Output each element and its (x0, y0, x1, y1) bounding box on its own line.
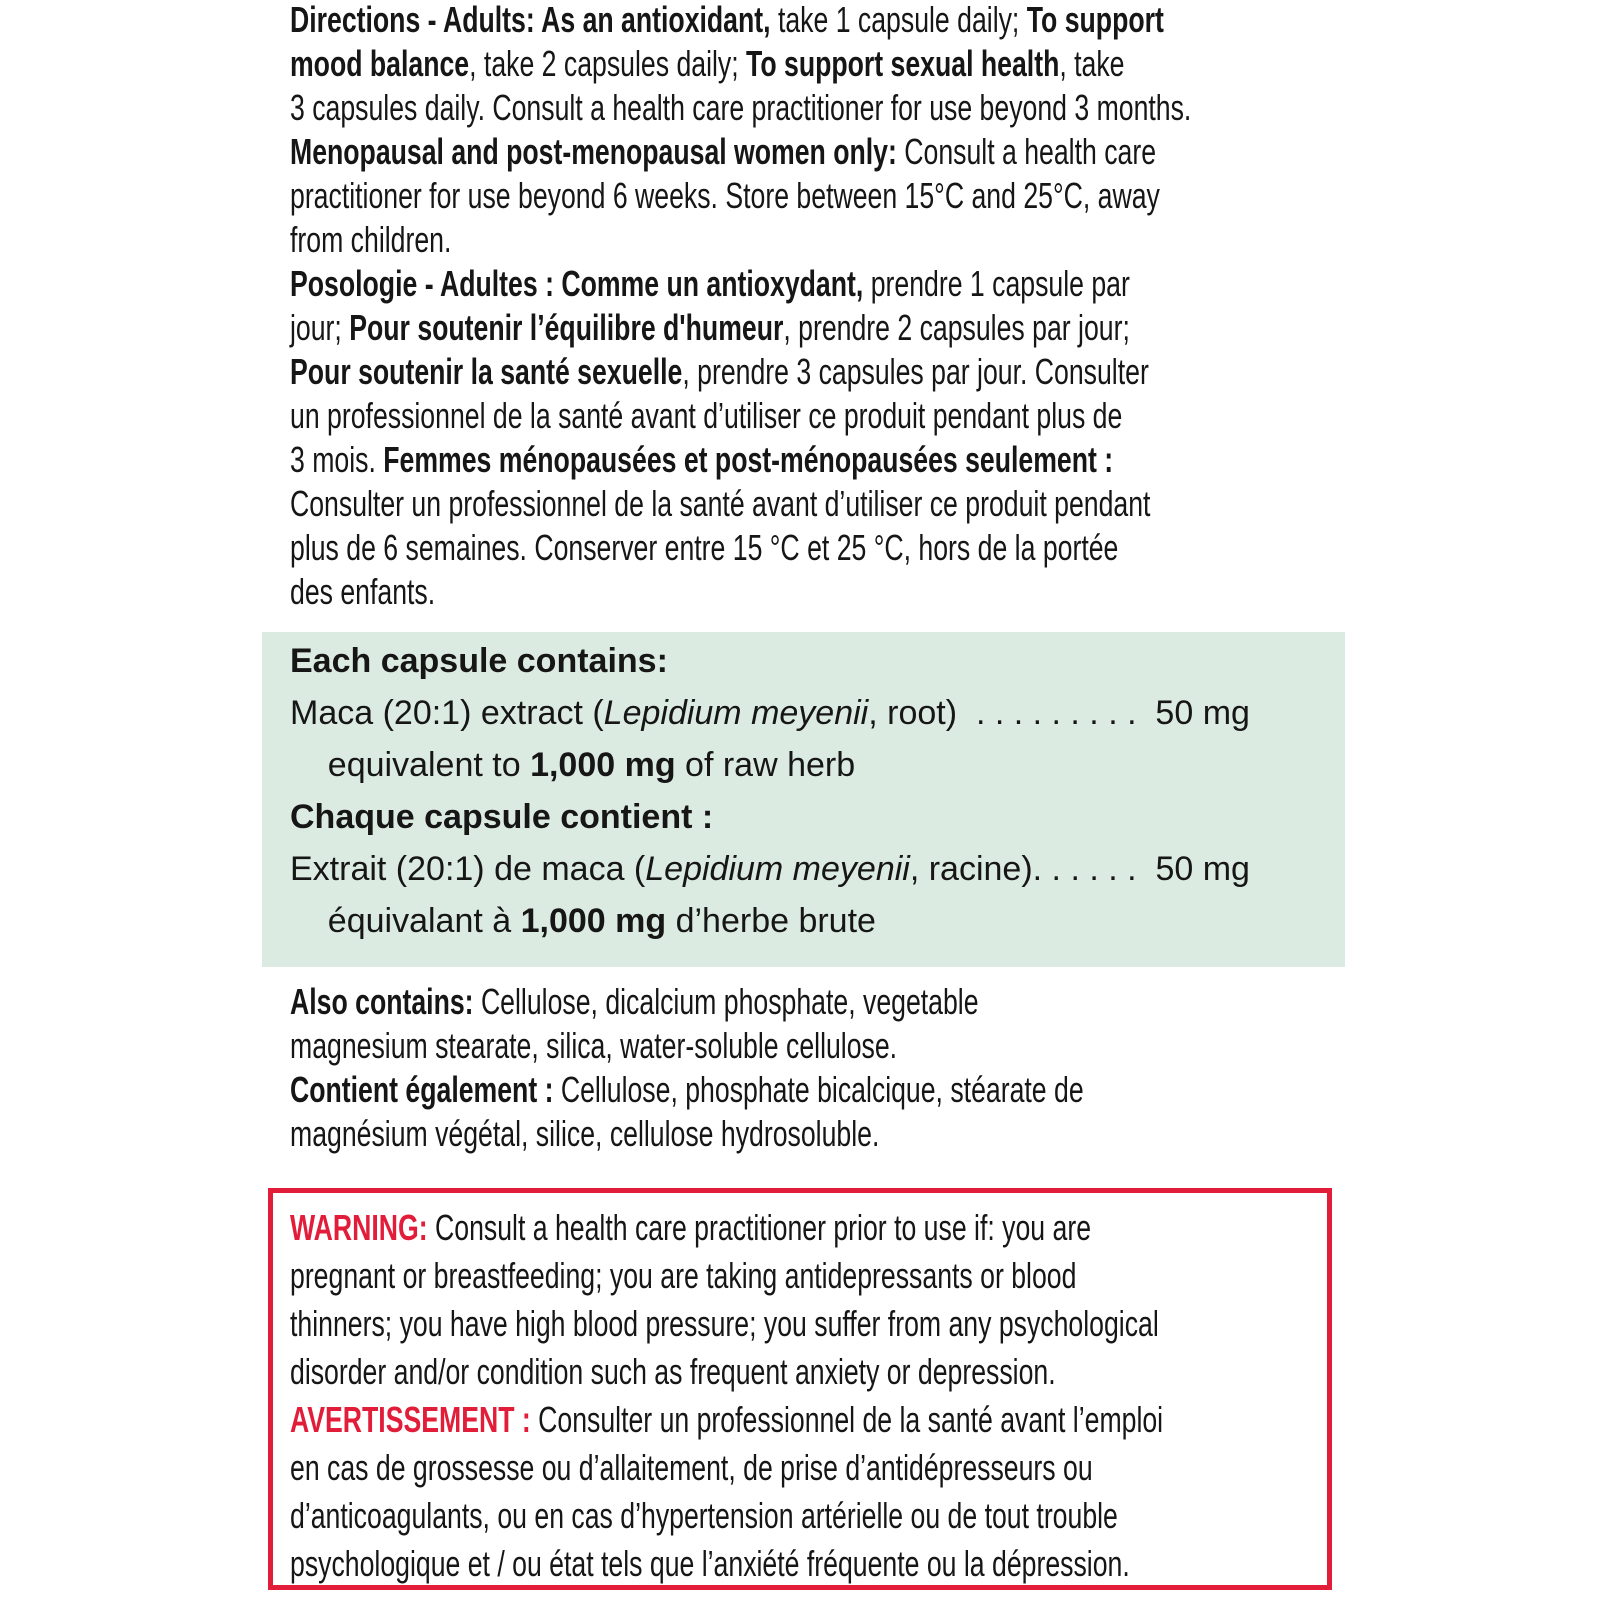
ingredients-text: Each capsule contains: Maca (20:1) extract (Lepidium meyenii, root) . . . . . . . . . 50 mg equivalent to 1,000 mg of raw herb Chaque capsule contient : Extrait (20:1) de maca (Lepidium meyenii, racine). . . . . . 50 mg équivalant à 1,000 mg d’herbe brute (290, 642, 1250, 940)
warning-text: WARNING: Consult a health care practitioner prior to use if: you are pregnant or breastfeeding; you are taking antidepressants or blood thinners; you have high blood pressure; you suffer from any psychological disorder and/or condition such as frequent anxiety or depression. AVERTISSEMENT : Consulter un professionnel de la santé avant l’emploi en cas de grossesse ou d’allaitement, de prise d’antidépresseurs ou d’anticoagulants, ou en cas d’hypertension artérielle ou de tout trouble psychologique et / ou état tels que l’anxiété fréquente ou la dépression. (290, 1207, 1164, 1584)
directions-text: Directions - Adults: As an antioxidant, take 1 capsule daily; To support mood balance, take 2 capsules daily; To support sexual health, take 3 capsules daily. Consult a health care practitioner for use beyond 3 months. Menopausal and post-menopausal women only: Consult a health care practitioner for use beyond 6 weeks. Store between 15°C and 25°C, away from children. Posologie - Adultes : Comme un antioxydant, prendre 1 capsule par jour; Pour soutenir l’équilibre d'humeur, prendre 2 capsules par jour; Pour soutenir la santé sexuelle, prendre 3 capsules par jour. Consulter un professionnel de la santé avant d’utiliser ce produit pendant plus de 3 mois. Femmes ménopausées et post-ménopausées seulement : Consulter un professionnel de la santé avant d’utiliser ce produit pendant plus de 6 semaines. Conserver entre 15 °C et 25 °C, hors de la portée des enfants. (290, 0, 1192, 612)
also-contains-text: Also contains: Cellulose, dicalcium phosphate, vegetable magnesium stearate, silica, water-soluble cellulose. Contient également : Cellulose, phosphate bicalcique, stéarate de magnésium végétal, silice, cellulose hydrosoluble. (290, 981, 1084, 1154)
